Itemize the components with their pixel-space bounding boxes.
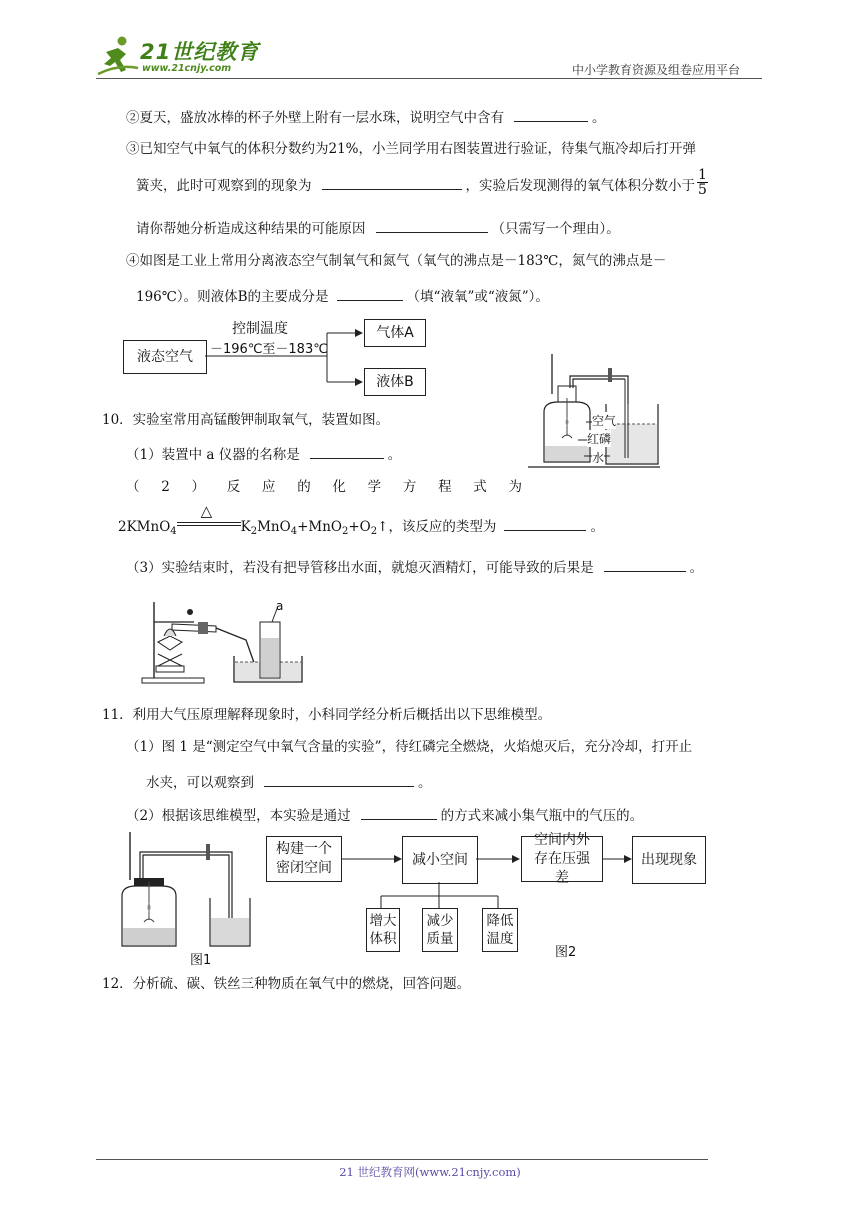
q10-part2-line: （ 2 ） 反 应 的 化 学 方 程 式 为 bbox=[126, 479, 522, 495]
q9-part3-line1: ③已知空气中氧气的体积分数约为21%，小兰同学用右图装置进行验证，待集气瓶冷却后打开弹 bbox=[126, 141, 697, 157]
q10-stem: 10．实验室常用高锰酸钾制取氧气，装置如图。 bbox=[102, 412, 390, 428]
answer-blank[interactable] bbox=[376, 218, 488, 233]
label-air: 空气 bbox=[592, 414, 617, 428]
answer-blank[interactable] bbox=[514, 107, 588, 122]
q10-equation: 2KMnO$_4$ △ $K_2MnO_4+MnO_2+O_2↑$，该反应的类型为 。 bbox=[118, 502, 604, 537]
q9-part2-text: ②夏天，盛放冰棒的杯子外壁上附有一层水珠，说明空气中含有 bbox=[126, 110, 504, 126]
figure-2-label: 图2 bbox=[555, 945, 577, 960]
q9-part4-line1: ④如图是工业上常用分离液态空气制氧气和氮气（氧气的沸点是－183℃，氮气的沸点是－ bbox=[126, 253, 667, 269]
answer-blank[interactable] bbox=[264, 772, 414, 787]
model-step-build-closed-space: 构建一个密闭空间 bbox=[266, 836, 342, 882]
model-sub-increase-volume: 增大体积 bbox=[366, 908, 400, 952]
figure-1-apparatus bbox=[118, 830, 258, 950]
kmno4-apparatus-diagram bbox=[140, 594, 312, 686]
header-logo bbox=[96, 34, 266, 78]
logo-title: 21世纪教育 bbox=[140, 40, 260, 64]
q9-part2: ②夏天，盛放冰棒的杯子外壁上附有一层水珠，说明空气中含有 。 bbox=[126, 107, 606, 127]
footer-rule bbox=[96, 1159, 708, 1160]
flow-top-label: 控制温度 bbox=[232, 321, 288, 337]
model-step-reduce-space: 减小空间 bbox=[402, 836, 478, 884]
q10-part1: （1）装置中 a 仪器的名称是 。 bbox=[126, 444, 401, 464]
q11-part2: （2）根据该思维模型，本实验是通过 的方式来减小集气瓶中的气压的。 bbox=[126, 805, 643, 825]
answer-blank[interactable] bbox=[604, 557, 686, 572]
answer-blank[interactable] bbox=[310, 444, 384, 459]
answer-blank[interactable] bbox=[361, 805, 437, 820]
header-rule bbox=[96, 78, 762, 79]
flow-bottom-label: －196℃至－183℃ bbox=[210, 342, 328, 357]
label-a: a bbox=[276, 599, 284, 613]
label-red-phosphorus: 红磷 bbox=[587, 432, 612, 446]
platform-name: 中小学教育资源及组卷应用平台 bbox=[572, 63, 741, 77]
q10-part3: （3）实验结束时，若没有把导管移出水面，就熄灭酒精灯，可能导致的后果是 。 bbox=[126, 557, 703, 577]
answer-blank[interactable] bbox=[322, 175, 462, 190]
footer-text: 21 世纪教育网(www.21cnjy.com) bbox=[339, 1165, 521, 1179]
model-step-phenomenon: 出现现象 bbox=[632, 836, 706, 884]
q11-part1-line2: 水夹，可以观察到 。 bbox=[146, 772, 432, 792]
logo-url: www.21cnjy.com bbox=[142, 63, 232, 74]
answer-blank[interactable] bbox=[337, 286, 403, 301]
q9-part3-line2: 簧夹，此时可观察到的现象为 ，实验后发现测得的氧气体积分数小于 $\frac{1}{5}$ bbox=[136, 167, 707, 198]
q9-part4-line2: 196℃）。则液体B的主要成分是 （填“液氧”或“液氮”）。 bbox=[136, 286, 549, 306]
figure-1-label: 图1 bbox=[190, 953, 212, 968]
runner-logo-icon bbox=[96, 34, 140, 78]
q9-part3-line3: 请你帮她分析造成这种结果的可能原因 （只需写一个理由）。 bbox=[136, 218, 620, 238]
flow-output-gas-a: 气体A bbox=[364, 319, 426, 347]
flow-output-liquid-b: 液体B bbox=[364, 368, 426, 396]
q11-part1-line1: （1）图 1 是“测定空气中氧气含量的实验”，待红磷完全燃烧，火焰熄灭后，充分冷却，打开止 bbox=[126, 739, 693, 755]
model-sub-reduce-mass: 减少质量 bbox=[422, 908, 458, 952]
fraction-one-fifth: $\frac{1}{5}$ bbox=[698, 167, 707, 198]
model-step-pressure-difference: 空间内外存在压强差 bbox=[521, 836, 603, 882]
equation-condition: △ bbox=[177, 516, 241, 534]
answer-blank[interactable] bbox=[504, 516, 586, 531]
q12-stem: 12．分析硫、碳、铁丝三种物质在氧气中的燃烧，回答问题。 bbox=[102, 976, 471, 992]
model-sub-lower-temperature: 降低温度 bbox=[482, 908, 518, 952]
flow-source-box: 液态空气 bbox=[123, 340, 207, 374]
q11-stem: 11．利用大气压原理解释现象时，小科同学经分析后概括出以下思维模型。 bbox=[102, 707, 552, 723]
label-water: 水 bbox=[592, 451, 605, 465]
